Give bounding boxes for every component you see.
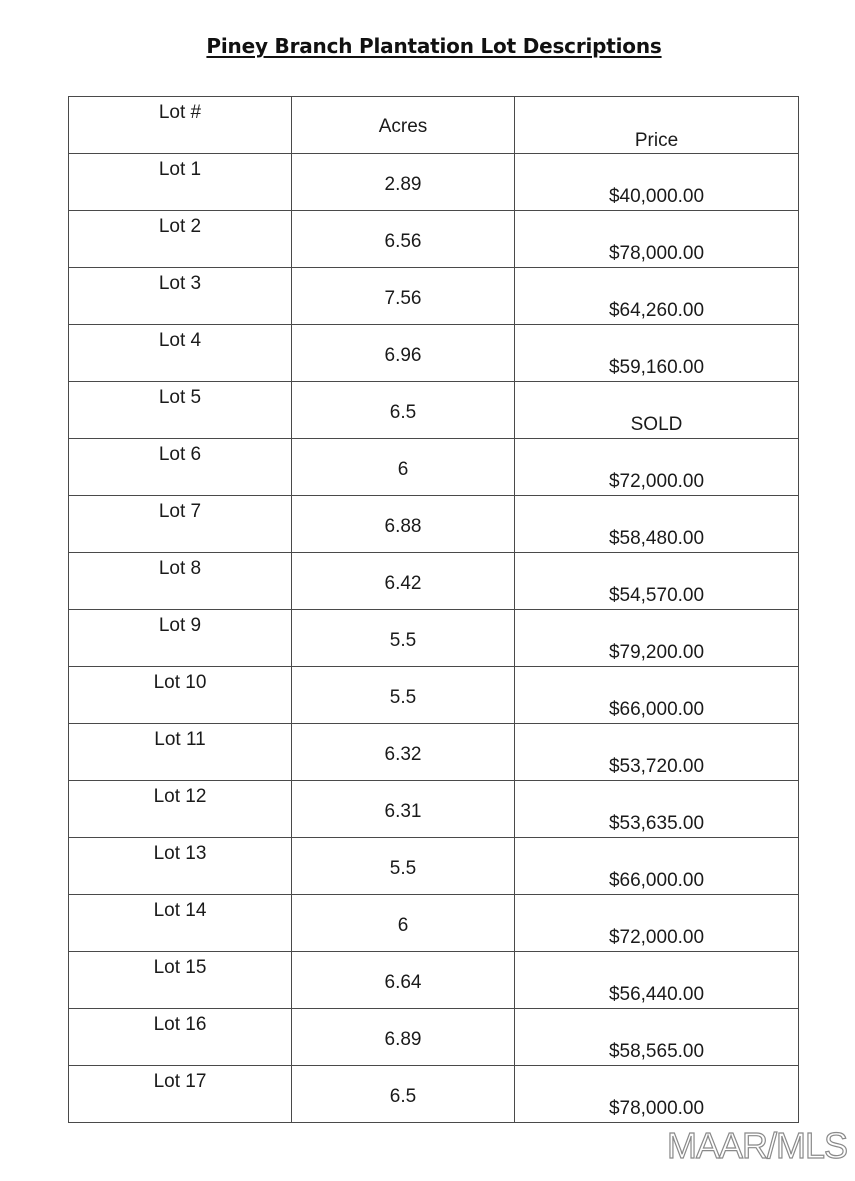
acres-cell — [292, 781, 515, 838]
lot-cell — [69, 781, 292, 838]
lot-value: Lot 9 — [158, 615, 202, 636]
acres-cell — [292, 325, 515, 382]
price-value: $56,440.00 — [608, 984, 705, 1005]
acres-cell — [292, 952, 515, 1009]
lot-cell — [69, 268, 292, 325]
lot-cell — [69, 439, 292, 496]
price-value: $59,160.00 — [608, 357, 705, 378]
acres-value: 5.5 — [389, 858, 417, 879]
lot-cell — [69, 382, 292, 439]
acres-value: 6.42 — [384, 573, 422, 594]
lot-cell — [69, 952, 292, 1009]
acres-cell — [292, 211, 515, 268]
table-row — [69, 553, 799, 610]
lot-value: Lot 15 — [153, 957, 207, 978]
price-cell — [515, 325, 799, 382]
lot-value: Lot 2 — [158, 216, 202, 237]
price-cell — [515, 838, 799, 895]
lot-value: Lot 11 — [154, 729, 206, 750]
lot-value: Lot 8 — [158, 558, 202, 579]
price-value: $53,635.00 — [608, 813, 705, 834]
acres-cell — [292, 439, 515, 496]
acres-cell — [292, 724, 515, 781]
acres-value: 5.5 — [389, 630, 417, 651]
price-value: $58,565.00 — [608, 1041, 705, 1062]
price-cell — [515, 496, 799, 553]
header-acres-label: Acres — [378, 116, 428, 137]
lot-value: Lot 3 — [158, 273, 202, 294]
table-row — [69, 211, 799, 268]
header-price-cell — [515, 97, 799, 154]
lot-cell — [69, 553, 292, 610]
acres-value: 6.89 — [384, 1029, 422, 1050]
lot-value: Lot 14 — [153, 900, 207, 921]
lot-value: Lot 5 — [158, 387, 202, 408]
lot-cell — [69, 667, 292, 724]
acres-value: 2.89 — [384, 174, 422, 195]
price-cell — [515, 667, 799, 724]
lot-value: Lot 6 — [158, 444, 202, 465]
price-value: $66,000.00 — [608, 870, 705, 891]
price-value: $58,480.00 — [608, 528, 705, 549]
acres-value: 6.32 — [384, 744, 422, 765]
acres-cell — [292, 667, 515, 724]
price-value: $53,720.00 — [608, 756, 705, 777]
price-cell — [515, 1066, 799, 1123]
price-cell — [515, 895, 799, 952]
price-value: $64,260.00 — [608, 300, 705, 321]
acres-cell — [292, 610, 515, 667]
price-cell — [515, 781, 799, 838]
table-header-row — [69, 97, 799, 154]
lot-table — [68, 96, 799, 1123]
header-acres-cell — [292, 97, 515, 154]
lot-value: Lot 13 — [153, 843, 207, 864]
acres-value: 6.96 — [384, 345, 422, 366]
acres-value: 6.88 — [384, 516, 422, 537]
acres-cell — [292, 838, 515, 895]
lot-cell — [69, 496, 292, 553]
lot-value: Lot 12 — [153, 786, 207, 807]
lot-value: Lot 17 — [153, 1071, 207, 1092]
price-cell — [515, 211, 799, 268]
table-row — [69, 610, 799, 667]
lot-value: Lot 7 — [158, 501, 202, 522]
price-value: $78,000.00 — [608, 243, 705, 264]
table-row — [69, 895, 799, 952]
lot-cell — [69, 211, 292, 268]
page-title: Piney Branch Plantation Lot Descriptions — [206, 34, 662, 58]
table-row — [69, 382, 799, 439]
table-row — [69, 724, 799, 781]
acres-cell — [292, 496, 515, 553]
acres-value: 6 — [397, 915, 409, 936]
acres-value: 6.56 — [384, 231, 422, 252]
acres-cell — [292, 1066, 515, 1123]
lot-cell — [69, 724, 292, 781]
acres-cell — [292, 268, 515, 325]
lot-value: Lot 1 — [158, 159, 202, 180]
price-value: $40,000.00 — [608, 186, 705, 207]
acres-value: 6.31 — [384, 801, 422, 822]
lot-cell — [69, 895, 292, 952]
price-cell — [515, 1009, 799, 1066]
table-row — [69, 325, 799, 382]
acres-value: 6 — [397, 459, 409, 480]
lot-cell — [69, 325, 292, 382]
mls-watermark: MAAR/MLS — [666, 1125, 847, 1166]
price-value: $54,570.00 — [608, 585, 705, 606]
price-cell — [515, 382, 799, 439]
acres-value: 6.64 — [384, 972, 422, 993]
table-row — [69, 1066, 799, 1123]
table-row — [69, 952, 799, 1009]
acres-cell — [292, 553, 515, 610]
lot-cell — [69, 610, 292, 667]
lot-value: Lot 16 — [153, 1014, 207, 1035]
price-value: $72,000.00 — [608, 927, 705, 948]
price-value: $79,200.00 — [608, 642, 705, 663]
price-value: $78,000.00 — [608, 1098, 705, 1119]
price-cell — [515, 268, 799, 325]
lot-cell — [69, 1009, 292, 1066]
acres-value: 6.5 — [389, 402, 417, 423]
table-row — [69, 781, 799, 838]
lot-cell — [69, 154, 292, 211]
header-lot-label: Lot # — [158, 102, 202, 123]
price-cell — [515, 610, 799, 667]
table-row — [69, 667, 799, 724]
price-cell — [515, 154, 799, 211]
price-cell — [515, 724, 799, 781]
lot-cell — [69, 1066, 292, 1123]
table-row — [69, 1009, 799, 1066]
acres-value: 7.56 — [384, 288, 422, 309]
table-row — [69, 268, 799, 325]
price-cell — [515, 952, 799, 1009]
acres-value: 5.5 — [389, 687, 417, 708]
lot-cell — [69, 838, 292, 895]
price-cell — [515, 553, 799, 610]
acres-cell — [292, 382, 515, 439]
lot-value: Lot 4 — [158, 330, 202, 351]
table-row — [69, 439, 799, 496]
table-row — [69, 154, 799, 211]
price-value: $66,000.00 — [608, 699, 705, 720]
price-value: SOLD — [630, 414, 683, 435]
lot-value: Lot 10 — [153, 672, 207, 693]
table-row — [69, 496, 799, 553]
price-value: $72,000.00 — [608, 471, 705, 492]
price-cell — [515, 439, 799, 496]
acres-cell — [292, 154, 515, 211]
acres-cell — [292, 895, 515, 952]
header-lot-cell — [69, 97, 292, 154]
acres-cell — [292, 1009, 515, 1066]
table-row — [69, 838, 799, 895]
acres-value: 6.5 — [389, 1086, 417, 1107]
header-price-label: Price — [634, 130, 679, 151]
